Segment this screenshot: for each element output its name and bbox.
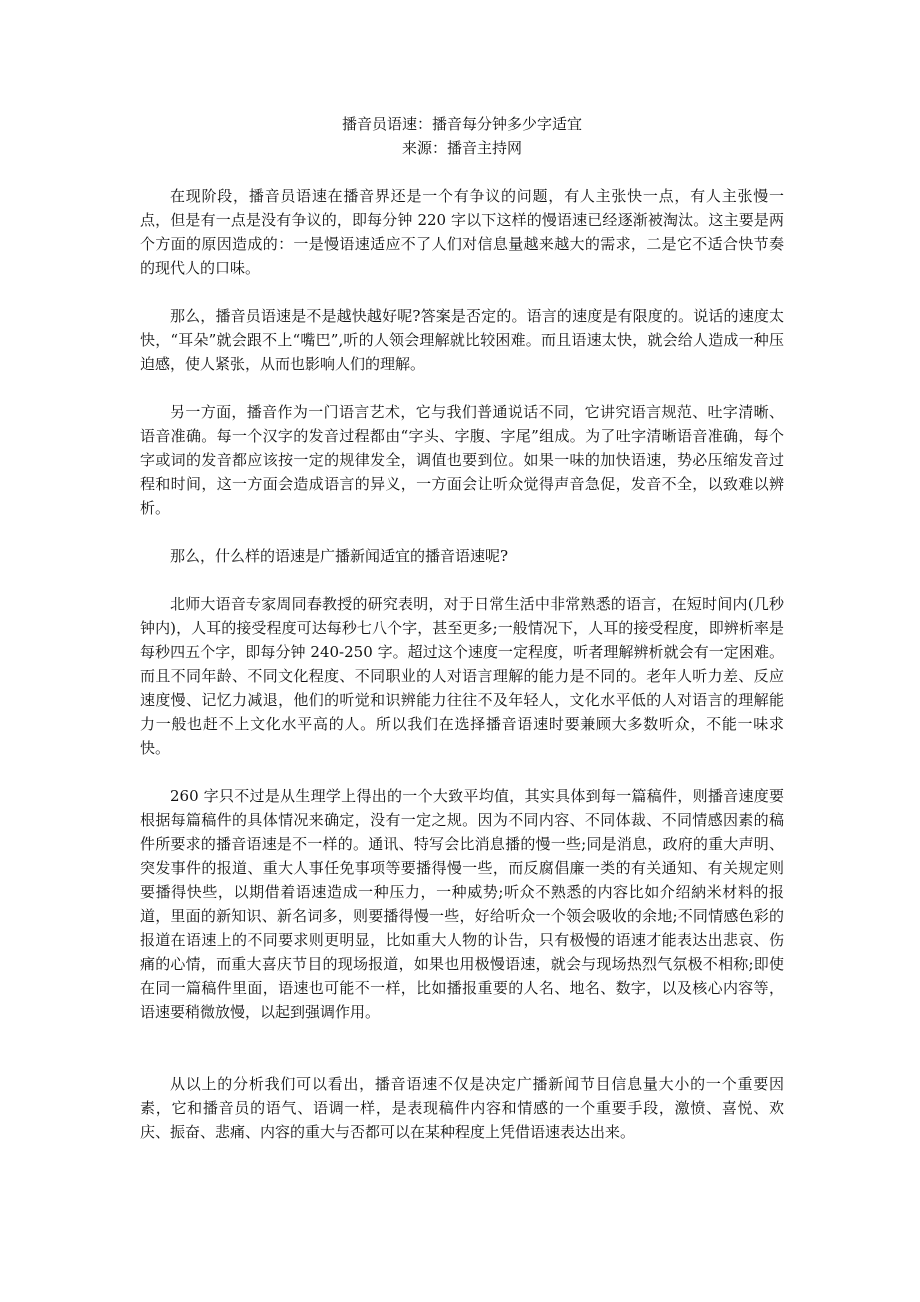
paragraph-2: 那么，播音员语速是不是越快越好呢?答案是否定的。语言的速度是有限度的。说话的速度太快，“耳朵”就会跟不上“嘴巴”,听的人领会理解就比较困难。而且语速太快，就会给人造成一种压迫感，使人紧张，从而也影响人们的理解。 <box>140 307 784 373</box>
paragraph-5: 北师大语音专家周同春教授的研究表明，对于日常生活中非常熟悉的语言，在短时间内(几秒钟内)，人耳的接受程度可达每秒七八个字，甚至更多;一般情况下，人耳的接受程度，即辨析率是每秒四五个字，即每分钟 240-250 字。超过这个速度一定程度，听者理解辨析就会有一定困难。而且不同年龄、不同文化程度、不同职业的人对语言理解的能力是不同的。老年人听力差、反应速度慢、记忆力减退，他们的听觉和识辨能力往往不及年轻人，文化水平低的人对语言的理解能力一般也赶不上文化水平高的人。所以我们在选择播音语速时要兼顾大多数听众，不能一味求快。 <box>140 595 784 757</box>
paragraph-1: 在现阶段，播音员语速在播音界还是一个有争议的问题，有人主张快一点，有人主张慢一点，但是有一点是没有争议的，即每分钟 220 字以下这样的慢语速已经逐渐被淘汰。这主要是两个方面的原因造成的：一是慢语速适应不了人们对信息量越来越大的需求，二是它不适合快节奏的现代人的口味。 <box>140 187 784 277</box>
document-source: 来源：播音主持网 <box>401 139 522 157</box>
paragraph-3: 另一方面，播音作为一门语言艺术，它与我们普通说话不同，它讲究语言规范、吐字清晰、语音准确。每一个汉字的发音过程都由“字头、字腹、字尾”组成。为了吐字清晰语音准确，每个字或词的发音都应该按一定的规律发全，调值也要到位。如果一味的加快语速，势必压缩发音过程和时间，这一方面会造成语言的异义，一方面会让听众觉得声音急促，发音不全，以致难以辨析。 <box>140 403 784 517</box>
document-body <box>140 112 784 1168</box>
paragraph-6: 260 字只不过是从生理学上得出的一个大致平均值，其实具体到每一篇稿件，则播音速度要根据每篇稿件的具体情况来确定，没有一定之规。因为不同内容、不同体裁、不同情感因素的稿件所要求的播音语速是不一样的。通讯、特写会比消息播的慢一些;同是消息，政府的重大声明、突发事件的报道、重大人事任免事项等要播得慢一些，而反腐倡廉一类的有关通知、有关规定则要播得快些，以期借着语速造成一种压力，一种威势;听众不熟悉的内容比如介绍納米材料的报道，里面的新知识、新名词多，则要播得慢一些，好给听众一个领会吸收的余地;不同情感色彩的报道在语速上的不同要求则更明显，比如重大人物的讣告，只有极慢的语速才能表达出悲哀、伤痛的心情，而重大喜庆节目的现场报道，如果也用极慢语速，就会与现场热烈气氛极不相称;即使在同一篇稿件里面，语速也可能不一样，比如播报重要的人名、地名、数字，以及核心内容等，语速要稍微放慢，以起到强调作用。 <box>140 787 784 1021</box>
blank-line <box>140 1048 784 1072</box>
document-title: 播音员语速：播音每分钟多少字适宜 <box>341 115 582 133</box>
paragraph-4: 那么，什么样的语速是广播新闻适宜的播音语速呢? <box>170 547 509 565</box>
paragraph-7: 从以上的分析我们可以看出，播音语速不仅是决定广播新闻节目信息量大小的一个重要因素，它和播音员的语气、语调一样，是表现稿件内容和情感的一个重要手段，激愤、喜悦、欢庆、振奋、悲痛、内容的重大与否都可以在某种程度上凭借语速表达出来。 <box>140 1075 784 1141</box>
